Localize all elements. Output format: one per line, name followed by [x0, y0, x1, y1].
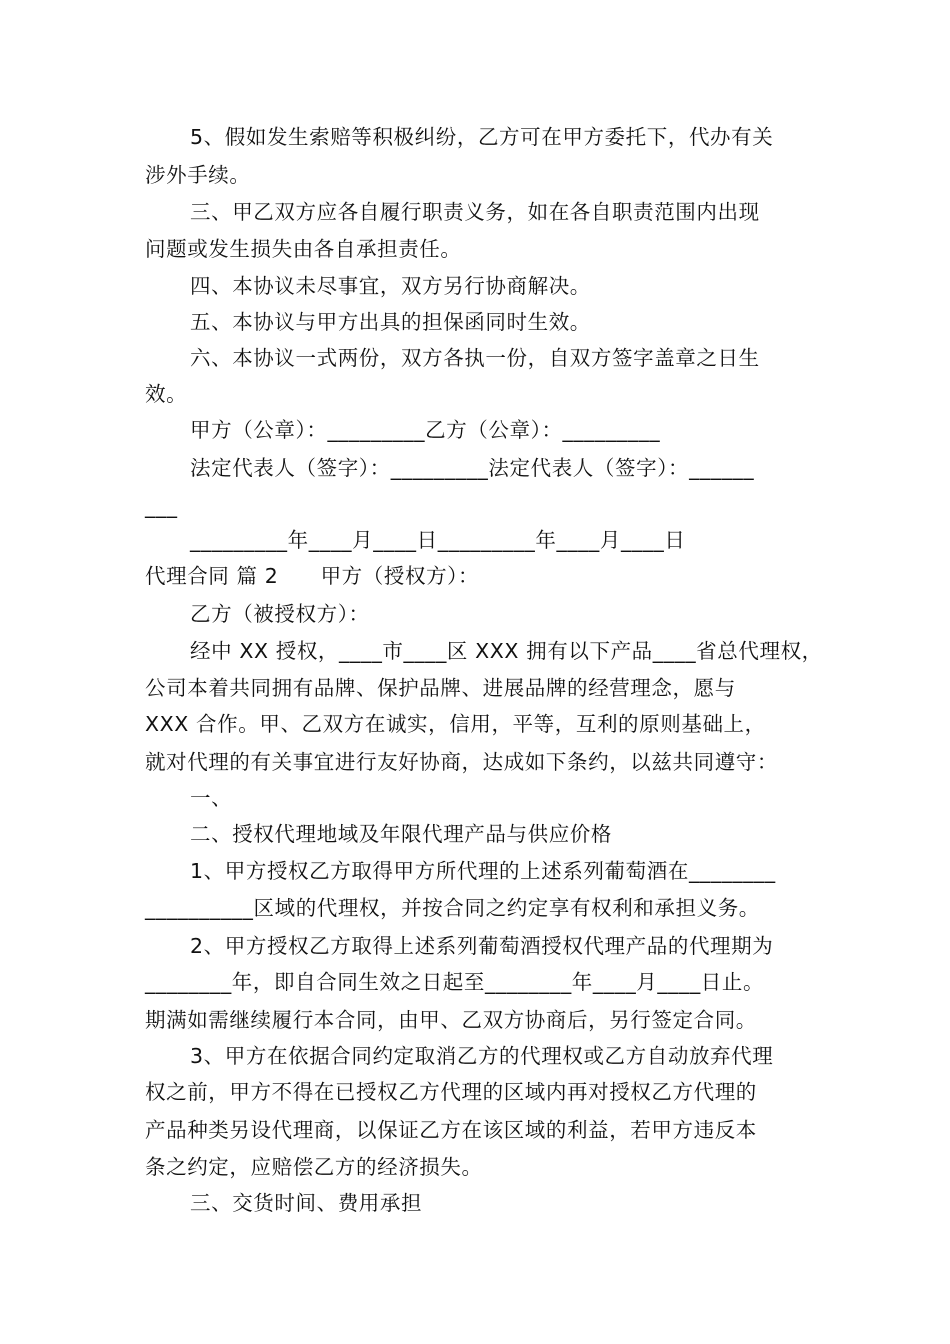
paragraph-line: 产品种类另设代理商，以保证乙方在该区域的利益，若甲方违反本: [145, 1118, 757, 1142]
paragraph-line: 三、甲乙双方应各自履行职责义务，如在各自职责范围内出现: [190, 200, 760, 224]
section-heading: 代理合同 篇 2 甲方（授权方）：: [145, 564, 480, 588]
paragraph-line: 二、授权代理地域及年限代理产品与供应价格: [190, 822, 612, 846]
paragraph-line: 一、: [190, 786, 233, 810]
paragraph-line: __________区域的代理权，并按合同之约定享有权利和承担义务。: [145, 896, 760, 920]
date-line: _________年____月____日_________年____月____日: [190, 528, 686, 552]
paragraph-line: 效。: [145, 382, 188, 406]
paragraph-line: 2、甲方授权乙方取得上述系列葡萄酒授权代理产品的代理期为: [190, 934, 774, 958]
paragraph-line: 三、交货时间、费用承担: [190, 1191, 423, 1215]
signature-line: ___: [145, 494, 178, 518]
paragraph-line: 就对代理的有关事宜进行友好协商，达成如下条约，以兹共同遵守：: [145, 750, 778, 774]
paragraph-line: 条之约定，应赔偿乙方的经济损失。: [145, 1155, 483, 1179]
paragraph-line: 涉外手续。: [145, 163, 251, 187]
signature-line: 甲方（公章）：_________乙方（公章）：_________: [190, 418, 661, 442]
paragraph-line: 1、甲方授权乙方取得甲方所代理的上述系列葡萄酒在________: [190, 859, 776, 883]
paragraph-line: 3、甲方在依据合同约定取消乙方的代理权或乙方自动放弃代理: [190, 1044, 774, 1068]
paragraph-line: 权之前，甲方不得在已授权乙方代理的区域内再对授权乙方代理的: [145, 1080, 757, 1104]
paragraph-line: 四、本协议未尽事宜，双方另行协商解决。: [190, 274, 591, 298]
paragraph-line: 乙方（被授权方）：: [190, 602, 370, 626]
paragraph-line: 六、本协议一式两份，双方各执一份，自双方签字盖章之日生: [190, 346, 760, 370]
signature-line: 法定代表人（签字）：_________法定代表人（签字）：______: [190, 456, 755, 480]
paragraph-line: 问题或发生损失由各自承担责任。: [145, 237, 462, 261]
paragraph-line: 5、假如发生索赔等积极纠纷，乙方可在甲方委托下，代办有关: [190, 125, 774, 149]
paragraph-line: ________年，即自合同生效之日起至________年____月____日止。: [145, 970, 765, 994]
paragraph-line: XXX 合作。甲、乙双方在诚实，信用，平等，互利的原则基础上，: [145, 712, 766, 736]
paragraph-line: 期满如需继续履行本合同，由甲、乙双方协商后，另行签定合同。: [145, 1008, 757, 1032]
paragraph-line: 经中 XX 授权，____市____区 XXX 拥有以下产品____省总代理权，: [190, 639, 823, 663]
paragraph-line: 五、本协议与甲方出具的担保函同时生效。: [190, 310, 591, 334]
paragraph-line: 公司本着共同拥有品牌、保护品牌、进展品牌的经营理念，愿与: [145, 676, 736, 700]
